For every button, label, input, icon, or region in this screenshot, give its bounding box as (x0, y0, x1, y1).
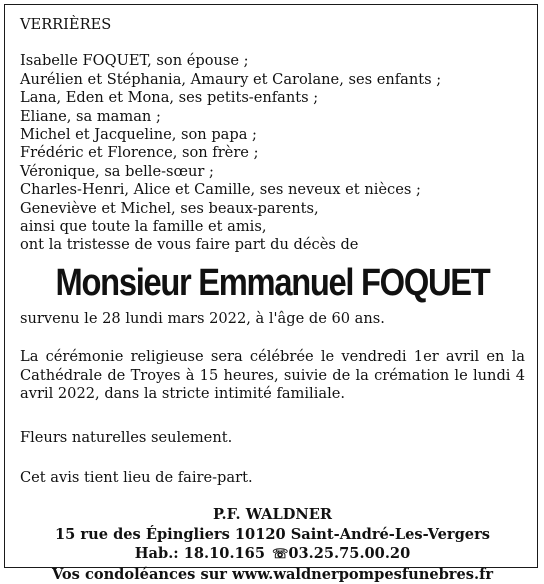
ceremony-paragraph: La cérémonie religieuse sera célébrée le vendredi 1er avril en la Cathédrale de Troyes à 15 heures, suivie de la crémation le lundi 4 avril 2022, dans la stricte intimité familiale. (20, 348, 525, 403)
funeral-home-contact (20, 544, 525, 565)
family-line: Isabelle FOQUET, son épouse ; (20, 52, 249, 70)
family-line: Eliane, sa maman ; (20, 107, 161, 125)
funeral-home-phone: 03.25.75.00.20 (288, 545, 411, 563)
family-line: Frédéric et Florence, son frère ; (20, 144, 259, 162)
funeral-home-name: P.F. WALDNER (213, 506, 332, 524)
family-line: ainsi que toute la famille et amis, (20, 218, 267, 236)
family-line: Michel et Jacqueline, son papa ; (20, 126, 257, 144)
family-line: Geneviève et Michel, ses beaux-parents, (20, 199, 319, 217)
family-line: ont la tristesse de vous faire part du décès de (20, 236, 359, 254)
town-heading: VERRIÈRES (20, 16, 112, 33)
deceased-name: Monsieur Emmanuel FOQUET (55, 261, 490, 304)
phone-icon: ☏ (272, 547, 289, 563)
family-line: Véronique, sa belle-sœur ; (20, 162, 214, 180)
obituary-notice (20, 16, 525, 584)
funeral-home-hab: Hab.: 18.10.165 (134, 545, 265, 563)
funeral-home-block (20, 505, 525, 584)
notice-line: Cet avis tient lieu de faire-part. (20, 468, 253, 486)
family-line: Lana, Eden et Mona, ses petits-enfants ; (20, 89, 319, 107)
family-list (20, 52, 525, 254)
funeral-home-address: 15 rue des Épingliers 10120 Saint-André-Les-Vergers (55, 525, 490, 543)
family-line: Charles-Henri, Alice et Camille, ses neveux et nièces ; (20, 181, 421, 199)
flowers-note: Fleurs naturelles seulement. (20, 428, 233, 446)
funeral-home-website: Vos condoléances sur www.waldnerpompesfunebres.fr (51, 565, 494, 583)
family-line: Aurélien et Stéphania, Amaury et Carolane, ses enfants ; (20, 70, 442, 88)
death-date-line: survenu le 28 lundi mars 2022, à l'âge de 60 ans. (20, 309, 385, 327)
